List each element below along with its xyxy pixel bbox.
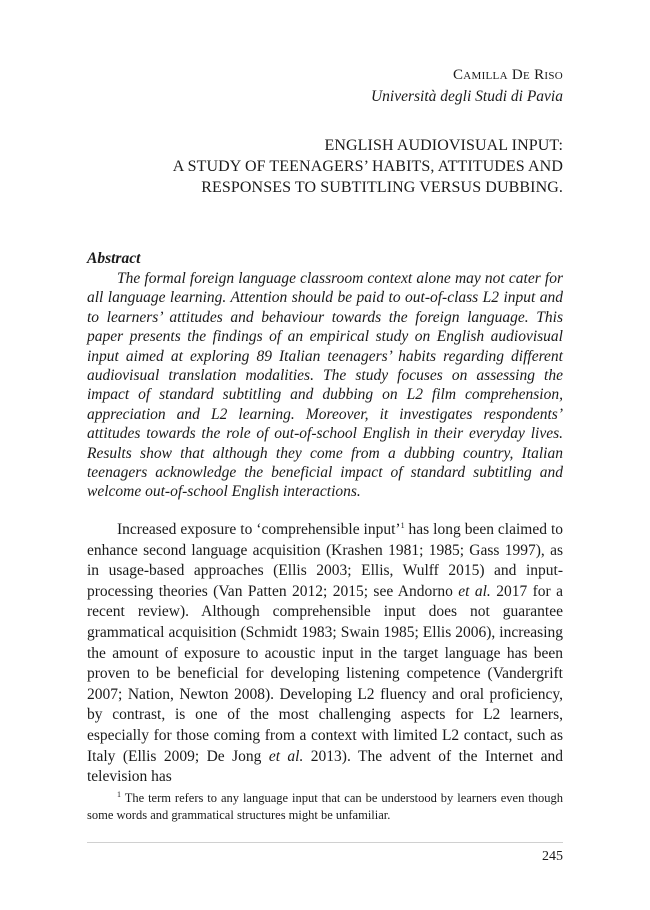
title-line: A STUDY OF TEENAGERS’ HABITS, ATTITUDES AND	[172, 158, 563, 175]
et-al-italic: et al.	[268, 747, 304, 765]
page-number: 245	[542, 849, 563, 864]
abstract-heading: Abstract	[87, 250, 141, 267]
footnote-reference[interactable]: 1	[400, 520, 405, 530]
abstract-text: The formal foreign language classroom context alone may not cater for all language learning. Attention should be paid to out-of-class L2 input and to learners’ attitudes and behaviour towards the foreign language. This paper presents the findings of an empirical study on English audiovisual input aimed at exploring 89 Italian teenagers’ habits regarding different audiovisual translation modalities. The study focuses on assessing the impact of standard subtitling and dubbing on L2 film comprehension, appreciation and L2 learning. Moreover, it investigates respondents’ attitudes towards the role of out-of-school English in their everyday lives. Results show that although they come from a dubbing country, Italian teenagers acknowledge the beneficial impact of standard subtitling and welcome out-of-school English interactions.	[87, 270, 563, 501]
body-text-part: 2013). The advent of the Internet and television has	[87, 747, 563, 786]
footnote	[87, 790, 563, 824]
footnote-text: The term refers to any language input that can be understood by learners even though some words and grammatical structures might be unfamiliar.	[87, 791, 563, 822]
body-text-part: Increased exposure to ‘comprehensible input’	[117, 521, 401, 538]
footnote-marker: 1	[117, 789, 121, 799]
et-al-italic: et al.	[458, 582, 491, 600]
body-paragraph	[87, 520, 563, 788]
paper-title	[173, 135, 563, 198]
author-affiliation: Università degli Studi di Pavia	[370, 88, 563, 105]
body-text-part: 2017 for a recent review). Although comprehensible input does not guarantee grammatical acquisition (Schmidt 1983; Swain 1985; Ellis 2006), increasing the amount of exposure to acoustic input in the target language has been proven to be beneficial for developing listening competence (Vandergrift 2007; Nation, Newton 2008). Developing L2 fluency and oral proficiency, by contrast, is one of the most challenging aspects for L2 learners, especially for those coming from a context with limited L2 contact, such as Italy (Ellis 2009; De Jong	[87, 582, 563, 765]
footer-divider	[87, 842, 563, 843]
author-block	[371, 64, 563, 107]
body-text-part: has long been claimed to enhance second language acquisition (Krashen 1981; 1985; Gass 1997), as in usage-based approaches (Ellis 2003; Ellis, Wulff 2015) and input-processing theories (Van Patten 2012; 2015; see Andorno	[87, 521, 564, 600]
abstract-section	[87, 248, 563, 502]
author-name: Camilla De Riso	[452, 67, 563, 83]
title-line: ENGLISH AUDIOVISUAL INPUT:	[324, 137, 563, 154]
title-line: RESPONSES TO SUBTITLING VERSUS DUBBING.	[201, 179, 563, 196]
